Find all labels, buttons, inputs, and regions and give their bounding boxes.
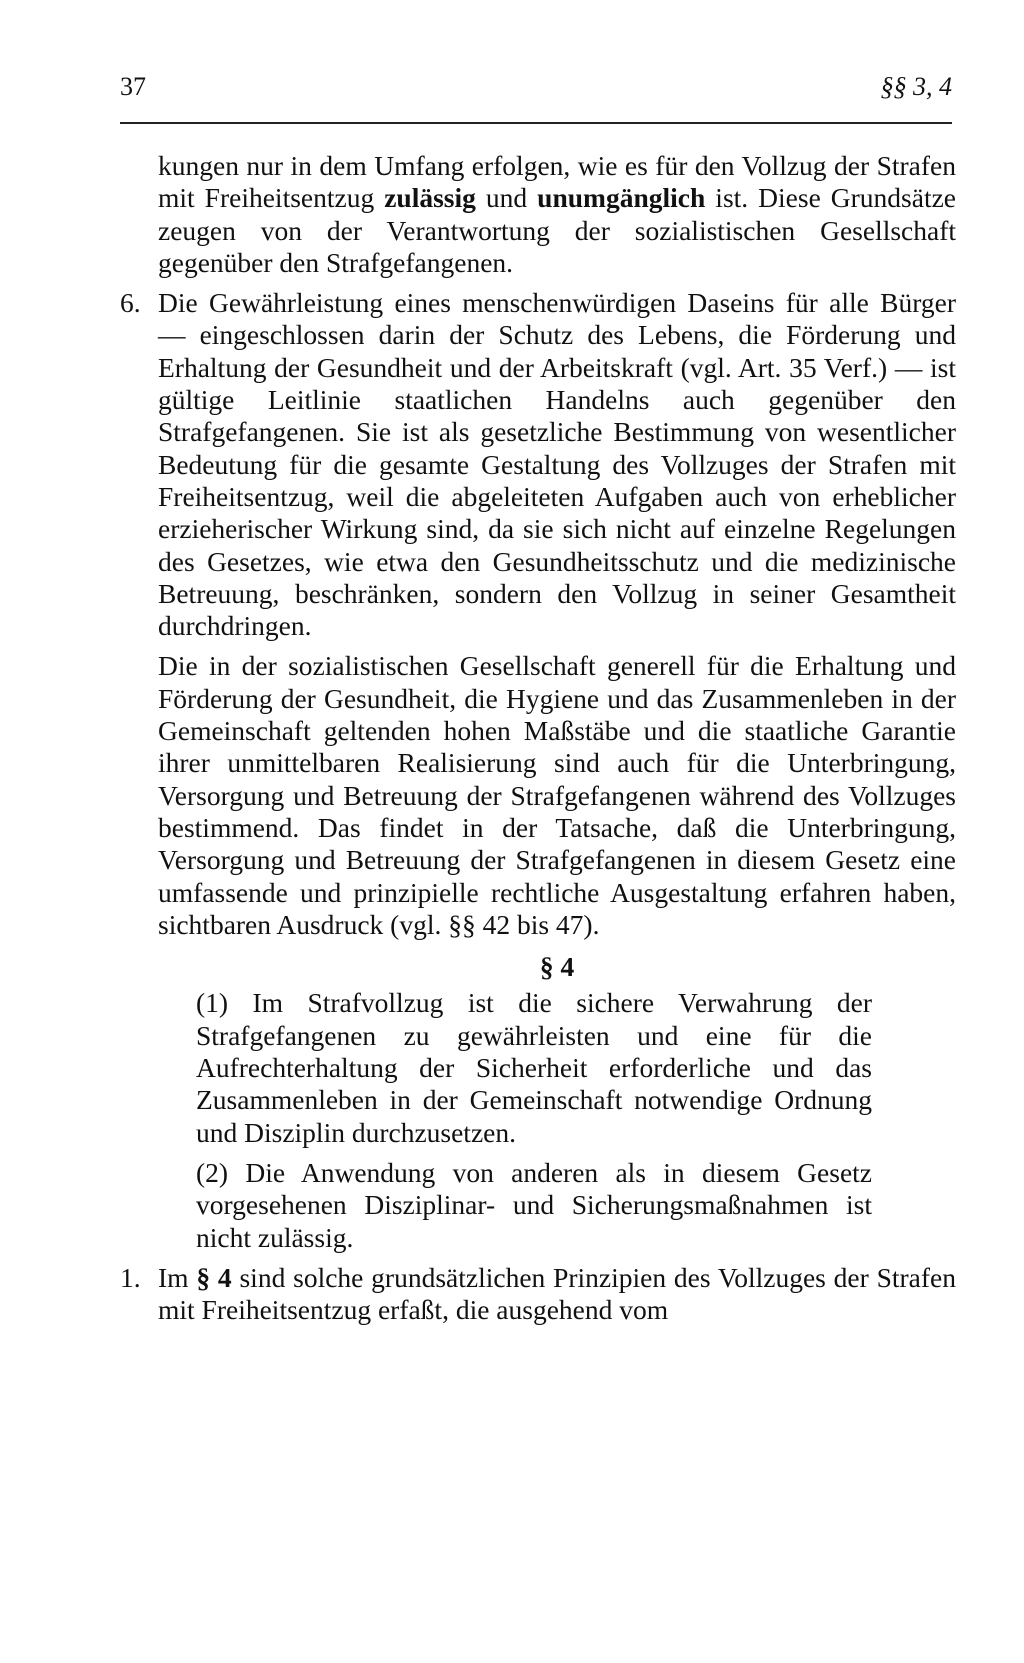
commentary-item-1: [120, 1262, 956, 1327]
section-heading: § 4: [539, 951, 575, 983]
bold-term-unumgaenglich: unumgänglich: [537, 182, 706, 214]
body-text: [120, 150, 956, 1326]
item-text: Die Gewährleistung eines menschenwürdigen Daseins für alle Bürger — eingeschlossen darin der Schutz des Lebens, die Förderung und Erhaltung der Gesundheit und der Arbeitskraft (vgl. Art. 35 Verf.) — ist gültige Leitlinie staatlichen Handelns auch gegenüber den Strafgefangenen. Sie ist als gesetzliche Bestimmung von wesentlicher Bedeutung für die gesamte Gestaltung des Vollzuges der Strafen mit Freiheitsentzug, weil die abgeleiteten Aufgaben auch von erheblicher erzieherischer Wirkung sind, da sie sich nicht auf einzelne Regelungen des Gesetzes, wie etwa den Gesundheitsschutz und die medizinische Betreuung, beschränken, sondern den Vollzug in seiner Gesamtheit durchdringen.: [158, 287, 956, 642]
bold-section-ref: § 4: [196, 1261, 232, 1293]
section-reference: §§ 3, 4: [880, 72, 952, 101]
text-run: ist. Diese Grundsätze zeugen von der Verantwortung der sozialistischen Gesellschaft gegenüber den Strafgefangenen.: [158, 182, 957, 278]
text-run: Im: [158, 1261, 197, 1293]
page-number: 37: [120, 72, 146, 101]
item-number: 6.: [120, 287, 141, 319]
law-paragraph-2: (2) Die Anwendung von anderen als in diesem Gesetz vorgesehenen Disziplinar- und Sicherungsmaßnahmen ist nicht zulässig.: [196, 1156, 872, 1253]
law-paragraph-1: (1) Im Strafvollzug ist die sichere Verwahrung der Strafgefangenen zu gewährleisten und eine für die Aufrechterhaltung der Sicherheit erforderliche und das Zusammenleben in der Gemeinschaft notwendige Ordnung und Disziplin durchzusetzen.: [196, 987, 872, 1148]
text-run: und: [475, 182, 538, 214]
continued-paragraph: [120, 150, 956, 279]
item-number: 1.: [120, 1261, 141, 1293]
bold-term-zulaessig: zulässig: [384, 182, 476, 214]
text-run: kungen nur in dem Umfang erfolgen, wie es für den Vollzug der Strafen mit Freiheitsentzug: [158, 150, 956, 214]
commentary-item-6: [120, 287, 956, 642]
commentary-paragraph: Die in der sozialistischen Gesellschaft generell für die Erhaltung und Förderung der Gesundheit, die Hygiene und das Zusammenleben in der Gemeinschaft geltenden hohen Maßstäbe und die staatliche Garantie ihrer unmittelbaren Realisierung sind auch für die Unterbringung, Versorgung und Betreuung der Strafgefangenen während des Vollzuges bestimmend. Das findet in der Tatsache, daß die Unterbringung, Versorgung und Betreuung der Strafgefangenen in diesem Gesetz eine umfassende und prinzipielle rechtliche Ausgestaltung erfahren haben, sichtbaren Ausdruck (vgl. §§ 42 bis 47).: [158, 650, 956, 940]
text-run: sind solche grundsätzlichen Prinzipien des Vollzuges der Strafen mit Freiheitsentzug erfaßt, die ausgehend vom: [158, 1261, 956, 1326]
header-rule: [120, 122, 952, 124]
